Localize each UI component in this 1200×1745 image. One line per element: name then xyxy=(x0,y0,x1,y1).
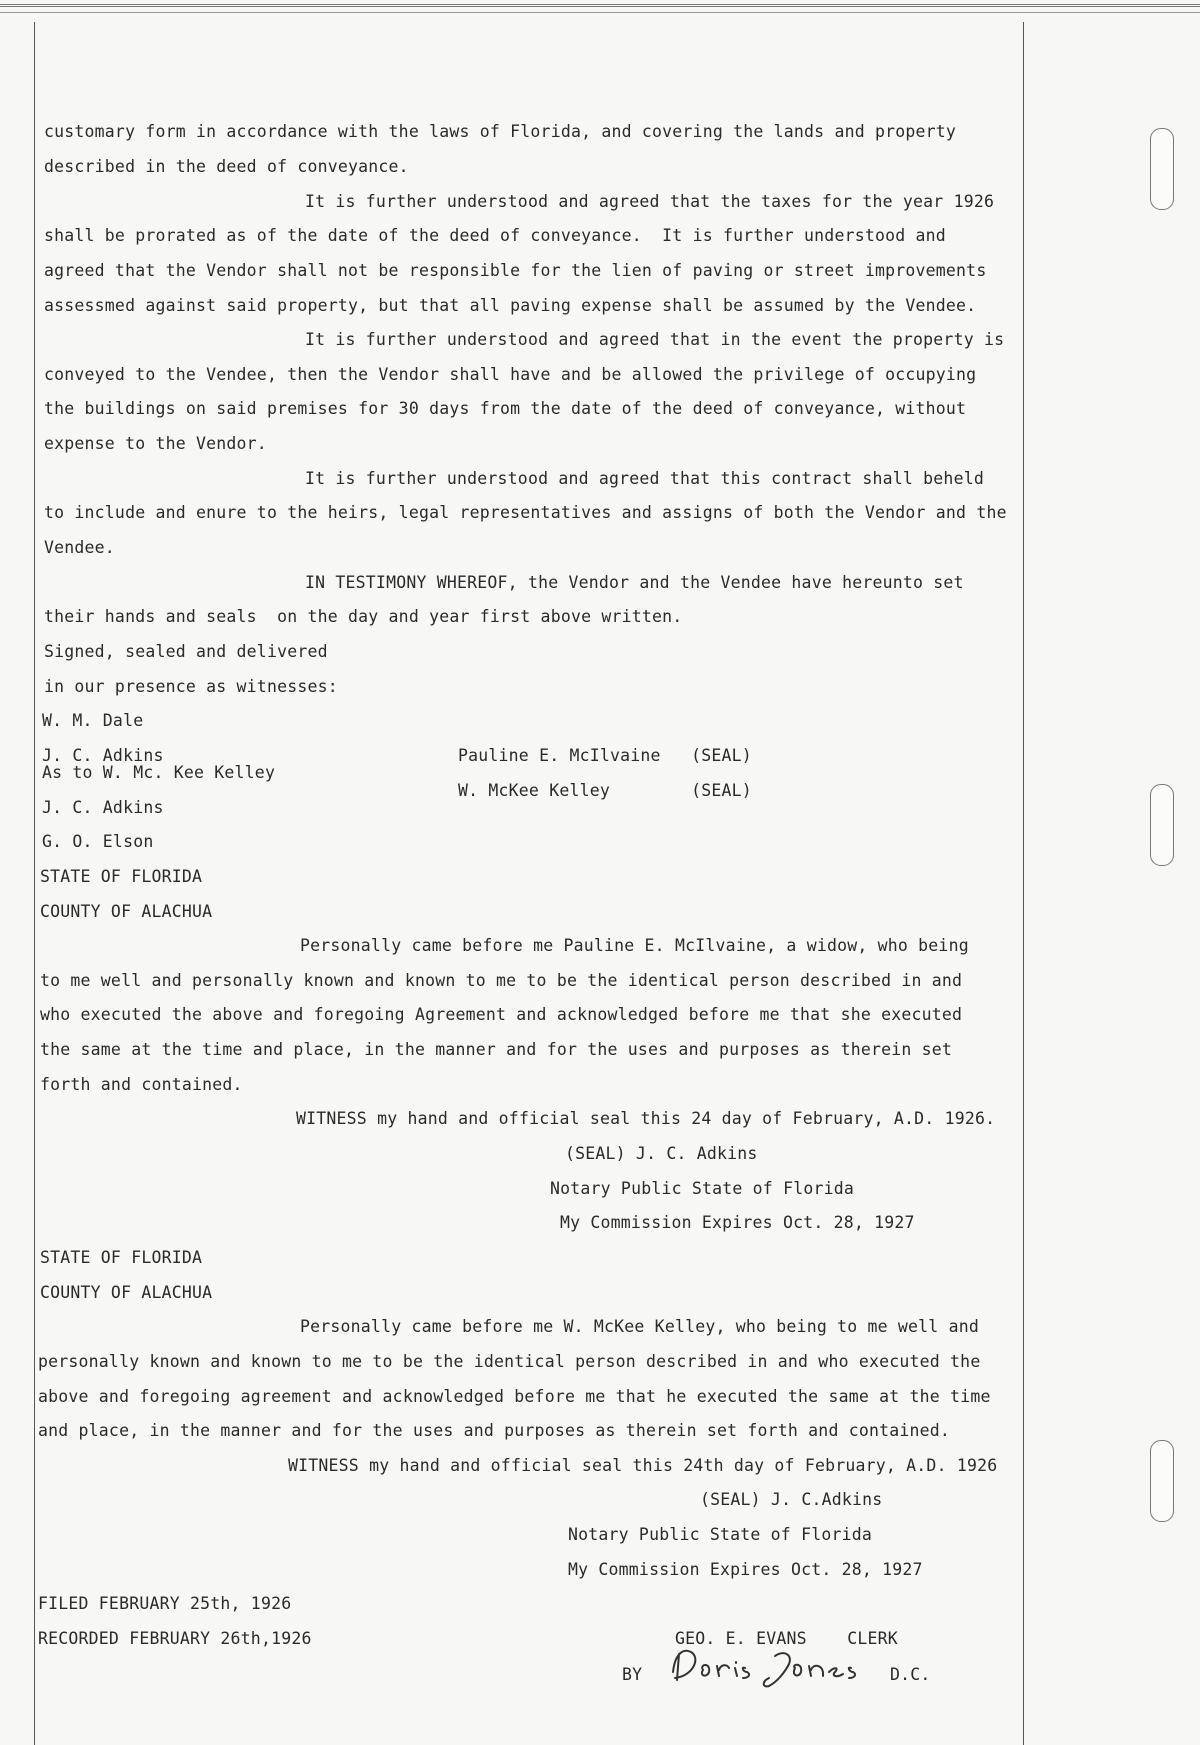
text-line: Personally came before me Pauline E. McIlvaine, a widow, who being xyxy=(300,936,969,955)
text-line: and place, in the manner and for the uses and purposes as therein set forth and contained. xyxy=(38,1421,951,1440)
state-heading: STATE OF FLORIDA xyxy=(40,867,203,886)
text-line: assessmed against said property, but that all paving expense shall be assumed by the Vendee. xyxy=(44,296,977,315)
text-line: above and foregoing agreement and acknowledged before me that he executed the same at the time xyxy=(38,1387,991,1406)
by-label: BY xyxy=(622,1665,643,1684)
text-line: customary form in accordance with the laws of Florida, and covering the lands and property xyxy=(44,122,957,141)
state-heading: STATE OF FLORIDA xyxy=(40,1248,203,1267)
text-line: the buildings on said premises for 30 days from the date of the deed of conveyance, without xyxy=(44,399,967,418)
text-line: personally known and known to me to be the identical person described in and who executed the xyxy=(38,1352,981,1371)
text-line: their hands and seals on the day and year first above written. xyxy=(44,607,683,626)
binder-hole-icon xyxy=(1150,128,1174,210)
witness-name: J. C. Adkins xyxy=(42,746,164,765)
recorded-date: RECORDED FEBRUARY 26th,1926 xyxy=(38,1629,312,1648)
top-rule-thin xyxy=(0,12,1200,13)
text-line: who executed the above and foregoing Agreement and acknowledged before me that she executed xyxy=(40,1005,963,1024)
text-line: to include and enure to the heirs, legal representatives and assigns of both the Vendor and the xyxy=(44,503,1007,522)
county-heading: COUNTY OF ALACHUA xyxy=(40,1283,213,1302)
witness-clause: WITNESS my hand and official seal this 24th day of February, A.D. 1926 xyxy=(288,1456,998,1475)
text-line: Signed, sealed and delivered xyxy=(44,642,328,661)
text-line: Vendee. xyxy=(44,538,115,557)
binder-hole-icon xyxy=(1150,1440,1174,1522)
notary-seal-line: (SEAL) J. C.Adkins xyxy=(700,1490,883,1509)
binder-hole-icon xyxy=(1150,784,1174,866)
county-heading: COUNTY OF ALACHUA xyxy=(40,902,213,921)
deputy-clerk-label: D.C. xyxy=(890,1665,931,1684)
text-line: expense to the Vendor. xyxy=(44,434,267,453)
text-line: forth and contained. xyxy=(40,1075,243,1094)
text-line: Personally came before me W. McKee Kelley, who being to me well and xyxy=(300,1317,979,1336)
witness-clause: WITNESS my hand and official seal this 24 day of February, A.D. 1926. xyxy=(296,1109,996,1128)
text-line: to me well and personally known and known to me to be the identical person described in and xyxy=(40,971,963,990)
text-line: shall be prorated as of the date of the deed of conveyance. It is further understood and xyxy=(44,226,946,245)
text-line: IN TESTIMONY WHEREOF, the Vendor and the Vendee have hereunto set xyxy=(305,573,964,592)
witness-note: As to W. Mc. Kee Kelley xyxy=(42,763,276,782)
clerk-signature xyxy=(665,1642,885,1692)
witness-name: G. O. Elson xyxy=(42,832,154,851)
text-line: described in the deed of conveyance. xyxy=(44,157,409,176)
witness-name: W. M. Dale xyxy=(42,711,144,730)
vendee-signature-line: W. McKee Kelley (SEAL) xyxy=(458,781,752,800)
notary-title: Notary Public State of Florida xyxy=(568,1525,873,1544)
clerk-name: GEO. E. EVANS CLERK xyxy=(675,1629,898,1648)
text-line: agreed that the Vendor shall not be responsible for the lien of paving or street improvements xyxy=(44,261,987,280)
text-line: conveyed to the Vendee, then the Vendor shall have and be allowed the privilege of occupying xyxy=(44,365,977,384)
commission-expiry: My Commission Expires Oct. 28, 1927 xyxy=(568,1560,923,1579)
commission-expiry: My Commission Expires Oct. 28, 1927 xyxy=(560,1213,915,1232)
witness-name: J. C. Adkins xyxy=(42,798,164,817)
text-line: It is further understood and agreed that this contract shall beheld xyxy=(305,469,984,488)
notary-seal-line: (SEAL) J. C. Adkins xyxy=(565,1144,758,1163)
text-line: It is further understood and agreed that the taxes for the year 1926 xyxy=(305,192,995,211)
text-line: in our presence as witnesses: xyxy=(44,677,338,696)
notary-title: Notary Public State of Florida xyxy=(550,1179,855,1198)
text-line: It is further understood and agreed that in the event the property is xyxy=(305,330,1005,349)
text-line: the same at the time and place, in the manner and for the uses and purposes as therein set xyxy=(40,1040,953,1059)
right-margin-line xyxy=(1023,22,1024,1745)
top-rule xyxy=(0,4,1200,7)
filed-date: FILED FEBRUARY 25th, 1926 xyxy=(38,1594,292,1613)
vendor-signature-line: Pauline E. McIlvaine (SEAL) xyxy=(458,746,752,765)
left-margin-line xyxy=(34,22,35,1745)
